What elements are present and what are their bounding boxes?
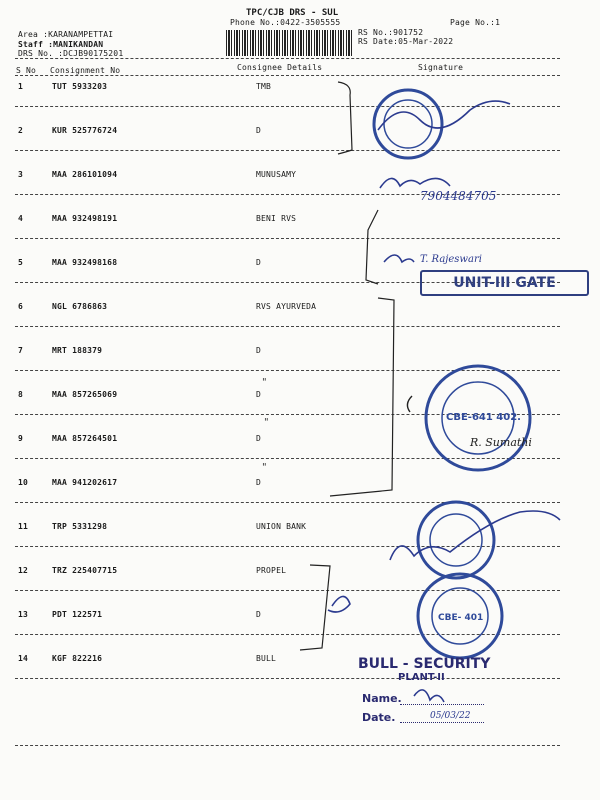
col-sno: S No: [16, 66, 37, 75]
row-consignment: TRZ 225407715: [52, 566, 118, 575]
name-dotted-line: [400, 704, 484, 705]
row-consignment: TRP 5331298: [52, 522, 108, 531]
row-consignment: MAA 857264501: [52, 434, 118, 443]
ditto-mark: ": [262, 462, 267, 473]
row-consignment: NGL 6786863: [52, 302, 108, 311]
signature-row1: [378, 101, 510, 130]
footer-divider: [15, 745, 560, 746]
row-consignee-details: D: [256, 258, 262, 267]
row-sno: 11: [18, 522, 29, 531]
row-sno: 8: [18, 390, 24, 399]
row-consignment: MAA 941202617: [52, 478, 118, 487]
bull-security-stamp: BULL - SECURITY: [358, 656, 491, 672]
row-sno: 14: [18, 654, 29, 663]
row-consignment: MAA 932498191: [52, 214, 118, 223]
row-consignee-details: PROPEL: [256, 566, 287, 575]
row-sno: 5: [18, 258, 24, 267]
row-consignee-details: MUNUSAMY: [256, 170, 297, 179]
row-consignee-details: RVS AYURVEDA: [256, 302, 317, 311]
bull-date-handwritten: 05/03/22: [430, 711, 471, 721]
signature-row12: [328, 596, 350, 612]
plant-label: PLANT-II: [398, 672, 445, 683]
row-sno: 7: [18, 346, 24, 355]
row-consignment: MAA 857265069: [52, 390, 118, 399]
col-consignment: Consignment No: [50, 66, 121, 75]
signature-row3: [380, 178, 450, 188]
row-sno: 3: [18, 170, 24, 179]
industries-stamp-center: CBE- 401: [438, 613, 484, 623]
row-consignment: MAA 286101094: [52, 170, 118, 179]
row-consignee-details: D: [256, 610, 262, 619]
rs-number: RS No.:901752: [358, 28, 424, 37]
area-field: Area :KARANAMPETTAI: [18, 30, 114, 39]
row-sno: 6: [18, 302, 24, 311]
page-number: Page No.:1: [450, 18, 501, 27]
row-consignee-details: BENI RVS: [256, 214, 297, 223]
name-label: Name.: [362, 692, 402, 705]
ditto-mark: ": [262, 377, 267, 388]
drs-number: DRS No. :DCJB90175201: [18, 49, 124, 58]
row-sno: 4: [18, 214, 24, 223]
row-consignment: PDT 122571: [52, 610, 103, 619]
col-details: Consignee Details: [237, 63, 323, 72]
bracket-rows-6-10: [330, 298, 394, 496]
row-consignee-details: D: [256, 126, 262, 135]
date-dotted-line: [400, 722, 484, 723]
row-sno: 1: [18, 82, 24, 91]
name-handwritten-row5: T. Rajeswari: [420, 254, 482, 265]
signature-row14: [414, 690, 444, 702]
row-sno: 13: [18, 610, 29, 619]
row-consignment: KUR 525776724: [52, 126, 118, 135]
signature-row11: [390, 511, 560, 560]
row-sno: 2: [18, 126, 24, 135]
unit-gate-stamp: UNIT-III GATE: [420, 270, 589, 296]
row-sno: 9: [18, 434, 24, 443]
row-consignee-details: D: [256, 390, 262, 399]
row-consignee-details: D: [256, 434, 262, 443]
ditto-mark: ": [264, 417, 269, 428]
row-sno: 12: [18, 566, 29, 575]
signature-row5: [384, 255, 414, 262]
row-consignee-details: UNION BANK: [256, 522, 307, 531]
row-consignee-details: TMB: [256, 82, 272, 91]
ayurveda-stamp-center: CBE-641 402.: [446, 412, 521, 423]
col-signature: Signature: [418, 63, 464, 72]
date-label: Date.: [362, 711, 396, 724]
bracket-rows-12-13: [300, 565, 330, 650]
staff-field: Staff :MANIKANDAN: [18, 40, 104, 49]
bracket-rows-4-5: [366, 210, 378, 284]
row-consignee-details: BULL: [256, 654, 277, 663]
row-consignment: MRT 188379: [52, 346, 103, 355]
row-consignment: TUT 5933203: [52, 82, 108, 91]
name-handwritten-row9: R. Sumathi: [470, 436, 532, 449]
row-consignment: KGF 822216: [52, 654, 103, 663]
phone-number: Phone No.:0422-3505555: [230, 18, 341, 27]
phone-handwritten: 7904484705: [420, 189, 497, 203]
row-consignee-details: D: [256, 478, 262, 487]
document-title: TPC/CJB DRS - SUL: [246, 8, 339, 18]
rs-date: RS Date:05-Mar-2022: [358, 37, 454, 46]
row-sno: 10: [18, 478, 29, 487]
bracket-rows-1-2: [338, 82, 352, 154]
row-consignment: MAA 932498168: [52, 258, 118, 267]
row-consignee-details: D: [256, 346, 262, 355]
